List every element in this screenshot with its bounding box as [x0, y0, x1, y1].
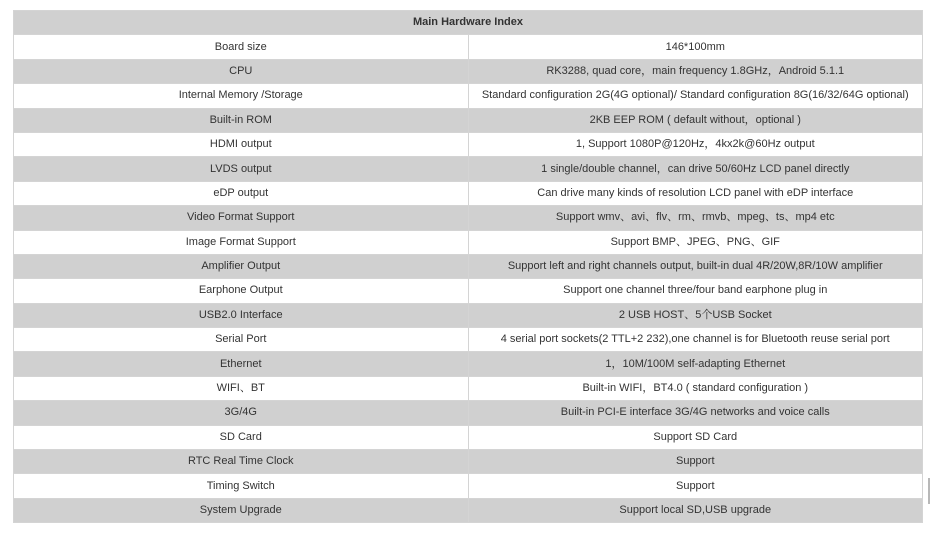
spec-value: 1 single/double channel，can drive 50/60Hz LCD panel directly — [468, 157, 923, 181]
spec-value: Can drive many kinds of resolution LCD panel with eDP interface — [468, 181, 923, 205]
spec-label: CPU — [14, 59, 469, 83]
table-row — [14, 84, 923, 108]
table-row — [14, 450, 923, 474]
hardware-spec-table — [13, 10, 923, 523]
table-row — [14, 157, 923, 181]
table-row — [14, 181, 923, 205]
table-row — [14, 498, 923, 522]
spec-label: Built-in ROM — [14, 108, 469, 132]
table-row — [14, 328, 923, 352]
spec-value: 146*100mm — [468, 35, 923, 59]
spec-value: Built-in WIFI，BT4.0 ( standard configuration ) — [468, 376, 923, 400]
spec-value: Support SD Card — [468, 425, 923, 449]
spec-value: Support local SD,USB upgrade — [468, 498, 923, 522]
table-row — [14, 132, 923, 156]
spec-label: LVDS output — [14, 157, 469, 181]
spec-label: System Upgrade — [14, 498, 469, 522]
spec-label: Ethernet — [14, 352, 469, 376]
spec-value: Support BMP、JPEG、PNG、GIF — [468, 230, 923, 254]
spec-label: HDMI output — [14, 132, 469, 156]
table-row — [14, 401, 923, 425]
spec-label: 3G/4G — [14, 401, 469, 425]
spec-label: Earphone Output — [14, 279, 469, 303]
spec-value: 2 USB HOST、5个USB Socket — [468, 303, 923, 327]
spec-value: Support left and right channels output, built-in dual 4R/20W,8R/10W amplifier — [468, 254, 923, 278]
spec-value: Built-in PCI-E interface 3G/4G networks and voice calls — [468, 401, 923, 425]
spec-table-body — [14, 11, 923, 523]
spec-value: RK3288, quad core，main frequency 1.8GHz，Android 5.1.1 — [468, 59, 923, 83]
table-row — [14, 303, 923, 327]
table-row — [14, 425, 923, 449]
spec-label: Internal Memory /Storage — [14, 84, 469, 108]
spec-label: Board size — [14, 35, 469, 59]
table-row — [14, 35, 923, 59]
table-row — [14, 230, 923, 254]
spec-label: SD Card — [14, 425, 469, 449]
table-row — [14, 352, 923, 376]
table-title: Main Hardware Index — [14, 11, 923, 35]
spec-value: Standard configuration 2G(4G optional)/ Standard configuration 8G(16/32/64G optional) — [468, 84, 923, 108]
spec-label: USB2.0 Interface — [14, 303, 469, 327]
spec-value: Support — [468, 450, 923, 474]
table-row — [14, 206, 923, 230]
spec-label: eDP output — [14, 181, 469, 205]
spec-label: Serial Port — [14, 328, 469, 352]
spec-value: 1，10M/100M self-adapting Ethernet — [468, 352, 923, 376]
spec-value: 2KB EEP ROM ( default without，optional ) — [468, 108, 923, 132]
spec-label: Timing Switch — [14, 474, 469, 498]
spec-value: 4 serial port sockets(2 TTL+2 232),one channel is for Bluetooth reuse serial port — [468, 328, 923, 352]
spec-label: WIFI、BT — [14, 376, 469, 400]
spec-label: Video Format Support — [14, 206, 469, 230]
table-row — [14, 376, 923, 400]
table-row — [14, 279, 923, 303]
spec-value: Support one channel three/four band earphone plug in — [468, 279, 923, 303]
table-row — [14, 59, 923, 83]
spec-label: Image Format Support — [14, 230, 469, 254]
spec-label: RTC Real Time Clock — [14, 450, 469, 474]
spec-value: Support — [468, 474, 923, 498]
table-row — [14, 108, 923, 132]
table-header-row — [14, 11, 923, 35]
spec-label: Amplifier Output — [14, 254, 469, 278]
spec-value: 1, Support 1080P@120Hz，4kx2k@60Hz output — [468, 132, 923, 156]
table-row — [14, 254, 923, 278]
table-row — [14, 474, 923, 498]
spec-value: Support wmv、avi、flv、rm、rmvb、mpeg、ts、mp4 etc — [468, 206, 923, 230]
